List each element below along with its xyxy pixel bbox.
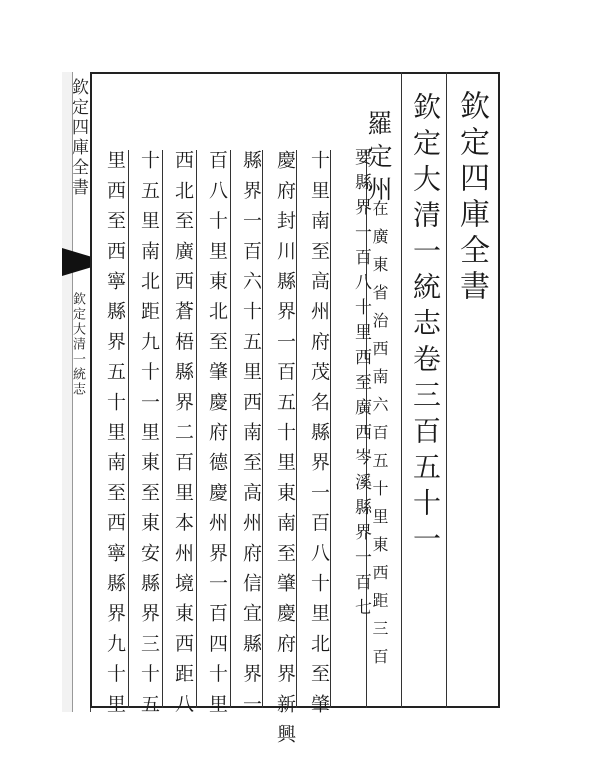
text-line: 十五里南北距九十一里東至東安縣界三十五 bbox=[138, 150, 160, 724]
text-line: 要縣界一百八十里西至廣西岑溪縣界一百七 bbox=[351, 148, 371, 623]
section-heading: 羅定州 bbox=[364, 110, 393, 209]
text-line: 十里南至高州府茂名縣界一百八十里北至肇 bbox=[308, 150, 330, 724]
text-line: 在廣東省治西南六百五十里東西距三百 bbox=[370, 200, 389, 676]
text-line: 縣界一百六十五里西南至高州府信宜縣界一 bbox=[240, 150, 262, 724]
text-line: 慶府封川縣界一百五十里東南至肇慶府界新興 bbox=[274, 150, 296, 754]
column-rule bbox=[128, 150, 129, 708]
text-line: 里西至西寧縣界五十里南至西寧縣界九十里 bbox=[104, 150, 126, 724]
column-rule bbox=[446, 72, 447, 708]
column-rule bbox=[196, 150, 197, 708]
text-line: 百八十里東北至肇慶府德慶州界一百四十里 bbox=[206, 150, 228, 724]
book-title: 欽定四庫全書 bbox=[454, 90, 489, 306]
column-rule bbox=[262, 150, 263, 708]
text-line: 西北至廣西蒼梧縣界二百里本州境東西距八 bbox=[172, 150, 194, 724]
volume-title: 欽定大清一統志卷三百五十一 bbox=[409, 92, 442, 560]
column-rule bbox=[330, 150, 331, 708]
fold-header: 欽定四庫全書 bbox=[68, 78, 88, 198]
fold-title: 欽定大清一統志 bbox=[70, 292, 85, 397]
column-rule bbox=[296, 150, 297, 708]
column-rule bbox=[230, 150, 231, 708]
column-rule bbox=[162, 150, 163, 708]
column-rule bbox=[401, 72, 402, 708]
